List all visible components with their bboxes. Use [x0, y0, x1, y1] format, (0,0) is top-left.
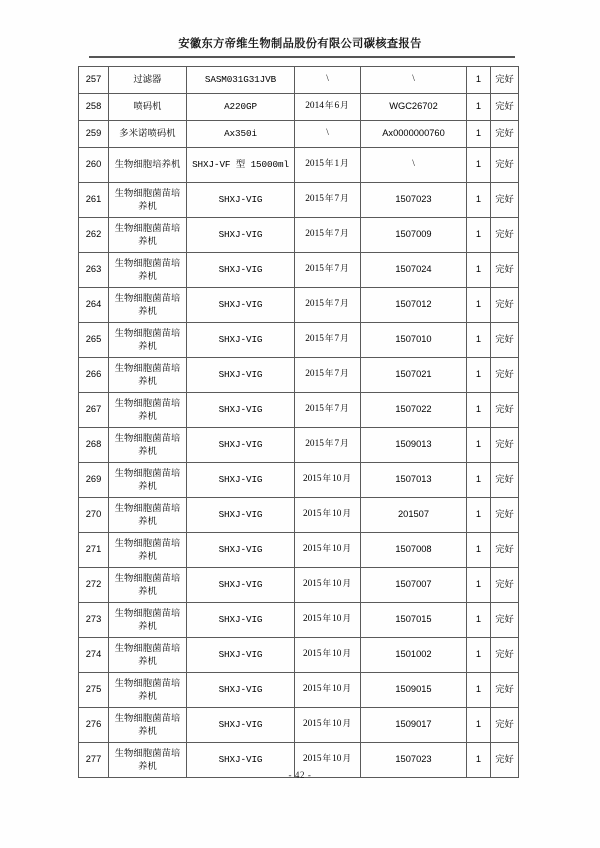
equipment-model: SHXJ-VIG: [187, 218, 295, 253]
equipment-name: 多米诺喷码机: [109, 121, 187, 148]
table-row: [79, 121, 519, 148]
quantity: 1: [467, 463, 491, 498]
table-row: [79, 533, 519, 568]
purchase-date: 2015年7月: [295, 393, 361, 428]
row-index: 269: [79, 463, 109, 498]
status: 完好: [491, 183, 519, 218]
quantity: 1: [467, 603, 491, 638]
row-index: 261: [79, 183, 109, 218]
equipment-model: SHXJ-VIG: [187, 253, 295, 288]
equipment-model: SHXJ-VIG: [187, 498, 295, 533]
serial-number: 1507023: [361, 183, 467, 218]
table-row: [79, 708, 519, 743]
table-row: [79, 638, 519, 673]
serial-number: 1509015: [361, 673, 467, 708]
status: 完好: [491, 218, 519, 253]
row-index: 266: [79, 358, 109, 393]
table-row: [79, 148, 519, 183]
table-row: [79, 218, 519, 253]
equipment-name: 生物细胞菌苗培养机: [109, 638, 187, 673]
quantity: 1: [467, 253, 491, 288]
equipment-name: 生物细胞菌苗培养机: [109, 743, 187, 778]
purchase-date: 2015年1月: [295, 148, 361, 183]
equipment-table-body: [79, 67, 519, 778]
status: 完好: [491, 253, 519, 288]
page-number: - 42 -: [288, 770, 312, 780]
purchase-date: 2015年10月: [295, 743, 361, 778]
status: 完好: [491, 603, 519, 638]
purchase-date: \: [295, 67, 361, 94]
equipment-model: SHXJ-VIG: [187, 358, 295, 393]
running-header: [0, 34, 600, 52]
equipment-name: 生物细胞菌苗培养机: [109, 708, 187, 743]
status: 完好: [491, 358, 519, 393]
equipment-model: SHXJ-VIG: [187, 463, 295, 498]
quantity: 1: [467, 358, 491, 393]
equipment-model: SHXJ-VIG: [187, 393, 295, 428]
serial-number: Ax0000000760: [361, 121, 467, 148]
serial-number: 1507021: [361, 358, 467, 393]
row-index: 262: [79, 218, 109, 253]
purchase-date: 2015年7月: [295, 428, 361, 463]
table-row: [79, 463, 519, 498]
equipment-model: SHXJ-VIG: [187, 183, 295, 218]
quantity: 1: [467, 673, 491, 708]
table-row: [79, 253, 519, 288]
serial-number: 1507023: [361, 743, 467, 778]
equipment-name: 生物细胞菌苗培养机: [109, 428, 187, 463]
serial-number: WGC26702: [361, 94, 467, 121]
equipment-model: SHXJ-VIG: [187, 673, 295, 708]
quantity: 1: [467, 498, 491, 533]
equipment-name: 喷码机: [109, 94, 187, 121]
row-index: 257: [79, 67, 109, 94]
equipment-model: SHXJ-VIG: [187, 568, 295, 603]
row-index: 270: [79, 498, 109, 533]
status: 完好: [491, 94, 519, 121]
purchase-date: 2015年7月: [295, 218, 361, 253]
quantity: 1: [467, 568, 491, 603]
serial-number: 1507012: [361, 288, 467, 323]
equipment-model: SHXJ-VIG: [187, 323, 295, 358]
quantity: 1: [467, 323, 491, 358]
equipment-model: SASM031G31JVB: [187, 67, 295, 94]
status: 完好: [491, 148, 519, 183]
table-row: [79, 183, 519, 218]
serial-number: 1507009: [361, 218, 467, 253]
purchase-date: 2015年7月: [295, 288, 361, 323]
status: 完好: [491, 121, 519, 148]
status: 完好: [491, 463, 519, 498]
status: 完好: [491, 498, 519, 533]
row-index: 259: [79, 121, 109, 148]
equipment-name: 生物细胞菌苗培养机: [109, 288, 187, 323]
equipment-model: SHXJ-VIG: [187, 743, 295, 778]
table-row: [79, 94, 519, 121]
status: 完好: [491, 393, 519, 428]
row-index: 272: [79, 568, 109, 603]
equipment-model: SHXJ-VIG: [187, 428, 295, 463]
table-row: [79, 603, 519, 638]
equipment-table: [78, 66, 519, 778]
row-index: 264: [79, 288, 109, 323]
serial-number: 1509017: [361, 708, 467, 743]
equipment-model: SHXJ-VIG: [187, 288, 295, 323]
quantity: 1: [467, 183, 491, 218]
purchase-date: 2015年10月: [295, 673, 361, 708]
table-row: [79, 67, 519, 94]
quantity: 1: [467, 94, 491, 121]
status: 完好: [491, 638, 519, 673]
row-index: 273: [79, 603, 109, 638]
quantity: 1: [467, 638, 491, 673]
row-index: 265: [79, 323, 109, 358]
purchase-date: 2015年10月: [295, 498, 361, 533]
equipment-name: 生物细胞菌苗培养机: [109, 393, 187, 428]
quantity: 1: [467, 218, 491, 253]
equipment-name: 生物细胞菌苗培养机: [109, 568, 187, 603]
equipment-name: 生物细胞菌苗培养机: [109, 463, 187, 498]
purchase-date: 2015年10月: [295, 568, 361, 603]
serial-number: 1507015: [361, 603, 467, 638]
purchase-date: 2014年6月: [295, 94, 361, 121]
quantity: 1: [467, 148, 491, 183]
status: 完好: [491, 568, 519, 603]
equipment-model: A220GP: [187, 94, 295, 121]
row-index: 258: [79, 94, 109, 121]
serial-number: 1507008: [361, 533, 467, 568]
status: 完好: [491, 288, 519, 323]
table-row: [79, 428, 519, 463]
quantity: 1: [467, 67, 491, 94]
equipment-name: 过滤器: [109, 67, 187, 94]
row-index: 277: [79, 743, 109, 778]
serial-number: 1509013: [361, 428, 467, 463]
serial-number: 1507013: [361, 463, 467, 498]
serial-number: 1507022: [361, 393, 467, 428]
equipment-table-wrapper: [78, 66, 518, 778]
equipment-name: 生物细胞菌苗培养机: [109, 253, 187, 288]
equipment-name: 生物细胞菌苗培养机: [109, 673, 187, 708]
purchase-date: 2015年10月: [295, 638, 361, 673]
status: 完好: [491, 673, 519, 708]
row-index: 260: [79, 148, 109, 183]
status: 完好: [491, 323, 519, 358]
row-index: 276: [79, 708, 109, 743]
quantity: 1: [467, 708, 491, 743]
equipment-name: 生物细胞菌苗培养机: [109, 323, 187, 358]
quantity: 1: [467, 533, 491, 568]
equipment-name: 生物细胞菌苗培养机: [109, 603, 187, 638]
equipment-name: 生物细胞菌苗培养机: [109, 183, 187, 218]
equipment-model: SHXJ-VIG: [187, 603, 295, 638]
equipment-model: Ax350i: [187, 121, 295, 148]
purchase-date: 2015年10月: [295, 603, 361, 638]
purchase-date: 2015年7月: [295, 358, 361, 393]
quantity: 1: [467, 393, 491, 428]
equipment-model: SHXJ-VIG: [187, 708, 295, 743]
row-index: 275: [79, 673, 109, 708]
equipment-model: SHXJ-VIG: [187, 533, 295, 568]
table-row: [79, 673, 519, 708]
equipment-name: 生物细胞菌苗培养机: [109, 358, 187, 393]
serial-number: 1507007: [361, 568, 467, 603]
document-title: 安徽东方帝维生物制品股份有限公司碳核查报告: [178, 36, 422, 50]
equipment-model: SHXJ-VF 型 15000ml: [187, 148, 295, 183]
row-index: 267: [79, 393, 109, 428]
quantity: 1: [467, 743, 491, 778]
quantity: 1: [467, 428, 491, 463]
equipment-model: SHXJ-VIG: [187, 638, 295, 673]
table-row: [79, 323, 519, 358]
purchase-date: 2015年7月: [295, 323, 361, 358]
header-rule: [89, 56, 515, 58]
purchase-date: 2015年10月: [295, 708, 361, 743]
table-row: [79, 568, 519, 603]
serial-number: \: [361, 148, 467, 183]
serial-number: 201507: [361, 498, 467, 533]
equipment-name: 生物细胞菌苗培养机: [109, 218, 187, 253]
status: 完好: [491, 708, 519, 743]
quantity: 1: [467, 121, 491, 148]
row-index: 263: [79, 253, 109, 288]
row-index: 271: [79, 533, 109, 568]
equipment-name: 生物细胞菌苗培养机: [109, 498, 187, 533]
table-row: [79, 393, 519, 428]
quantity: 1: [467, 288, 491, 323]
purchase-date: 2015年10月: [295, 463, 361, 498]
status: 完好: [491, 743, 519, 778]
equipment-name: 生物细胞培养机: [109, 148, 187, 183]
table-row: [79, 498, 519, 533]
serial-number: 1507010: [361, 323, 467, 358]
status: 完好: [491, 428, 519, 463]
serial-number: 1501002: [361, 638, 467, 673]
purchase-date: 2015年7月: [295, 253, 361, 288]
status: 完好: [491, 533, 519, 568]
row-index: 274: [79, 638, 109, 673]
serial-number: 1507024: [361, 253, 467, 288]
serial-number: \: [361, 67, 467, 94]
purchase-date: 2015年10月: [295, 533, 361, 568]
purchase-date: \: [295, 121, 361, 148]
table-row: [79, 288, 519, 323]
equipment-name: 生物细胞菌苗培养机: [109, 533, 187, 568]
status: 完好: [491, 67, 519, 94]
table-row: [79, 358, 519, 393]
row-index: 268: [79, 428, 109, 463]
purchase-date: 2015年7月: [295, 183, 361, 218]
